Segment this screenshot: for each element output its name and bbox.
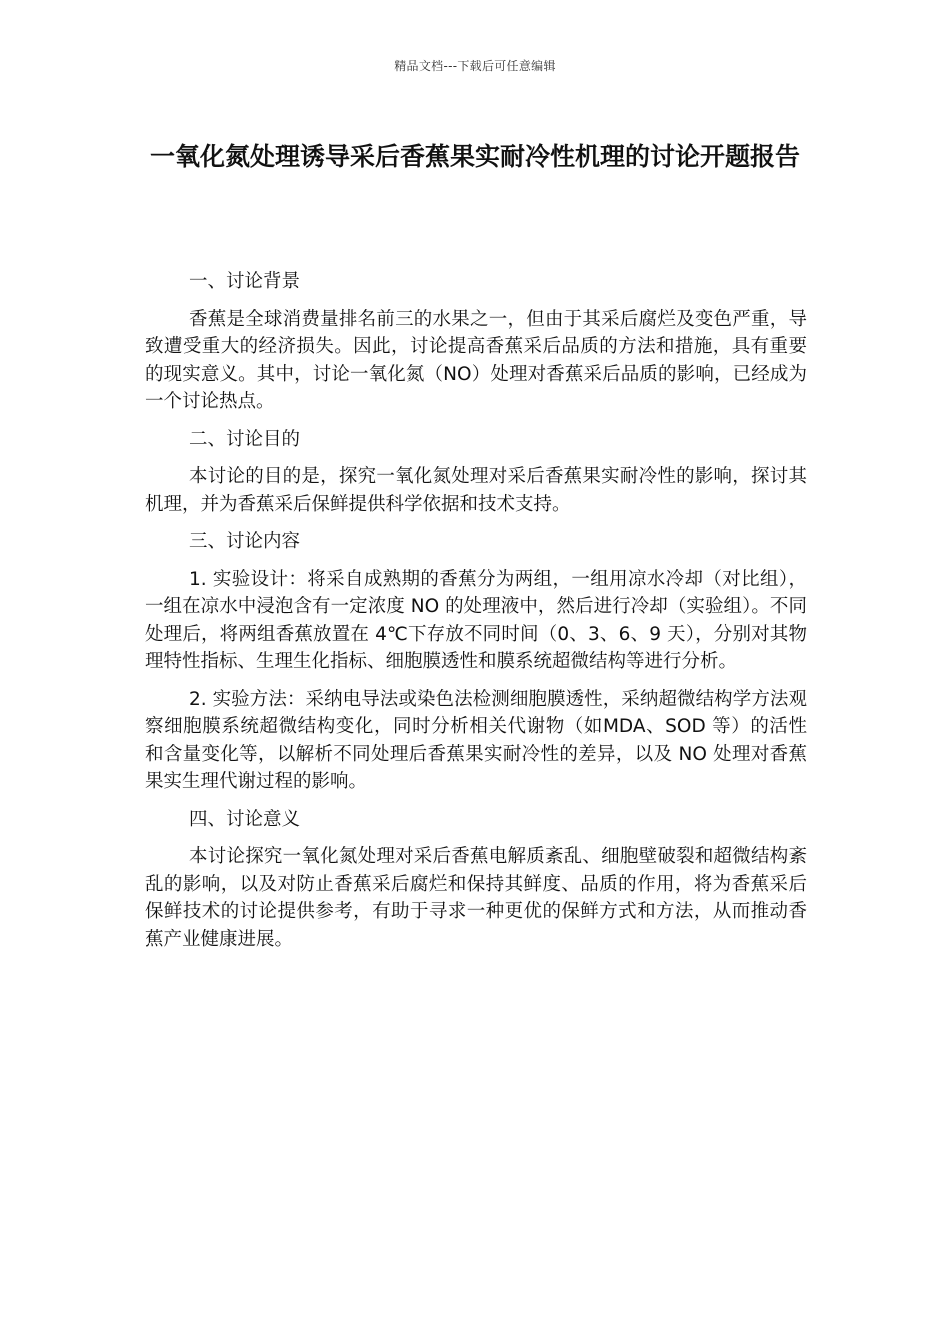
section-heading: 二、讨论目的: [189, 428, 301, 450]
paragraph: 本讨论探究一氧化氮处理对采后香蕉电解质紊乱、细胞壁破裂和超微结构紊乱的影响，以及对防止香蕉采后腐烂和保持其鲜度、品质的作用，将为香蕉采后保鲜技术的讨论提供参考，有助于寻求一种更优的保鲜方式和方法，从而推动香蕉产业健康进展。: [145, 846, 807, 950]
section-content: [145, 528, 807, 796]
section-heading: 三、讨论内容: [189, 531, 301, 552]
section-background: [145, 268, 807, 416]
paragraph: 本讨论的目的是，探究一氧化氮处理对采后香蕉果实耐冷性的影响，探讨其机理，并为香蕉采后保鲜提供科学依据和技术支持。: [145, 466, 807, 515]
section-significance: [145, 806, 807, 954]
section-heading: 四、讨论意义: [189, 808, 301, 830]
paragraph-experiment-method: 2. 实验方法：采纳电导法或染色法检测细胞膜透性，采纳超微结构学方法观察细胞膜系统超微结构变化，同时分析相关代谢物（如MDA、SOD 等）的活性和含量变化等，以解析不同处理后香蕉果实耐冷性的差异，以及 NO 处理对香蕉果实生理代谢过程的影响。: [145, 688, 807, 792]
paragraph: 香蕉是全球消费量排名前三的水果之一，但由于其采后腐烂及变色严重，导致遭受重大的经济损失。因此，讨论提高香蕉采后品质的方法和措施，具有重要的现实意义。其中，讨论一氧化氮（NO）处理对香蕉采后品质的影响，已经成为一个讨论热点。: [145, 308, 807, 412]
paragraph-experiment-design: 1. 实验设计：将采自成熟期的香蕉分为两组，一组用凉水冷却（对比组），一组在凉水中浸泡含有一定浓度 NO 的处理液中，然后进行冷却（实验组）。不同处理后，将两组香蕉放置在 4℃下存放不同时间（0、3、6、9 天），分别对其物理特性指标、生理生化指标、细胞膜透性和膜系统超微结构等进行分析。: [145, 568, 807, 672]
document-title: 一氧化氮处理诱导采后香蕉果实耐冷性机理的讨论开题报告: [149, 142, 800, 171]
document-body: [145, 268, 807, 963]
section-heading: 一、讨论背景: [189, 271, 301, 292]
header-note: 精品文档---下载后可任意编辑: [394, 59, 556, 73]
section-purpose: [145, 426, 807, 519]
